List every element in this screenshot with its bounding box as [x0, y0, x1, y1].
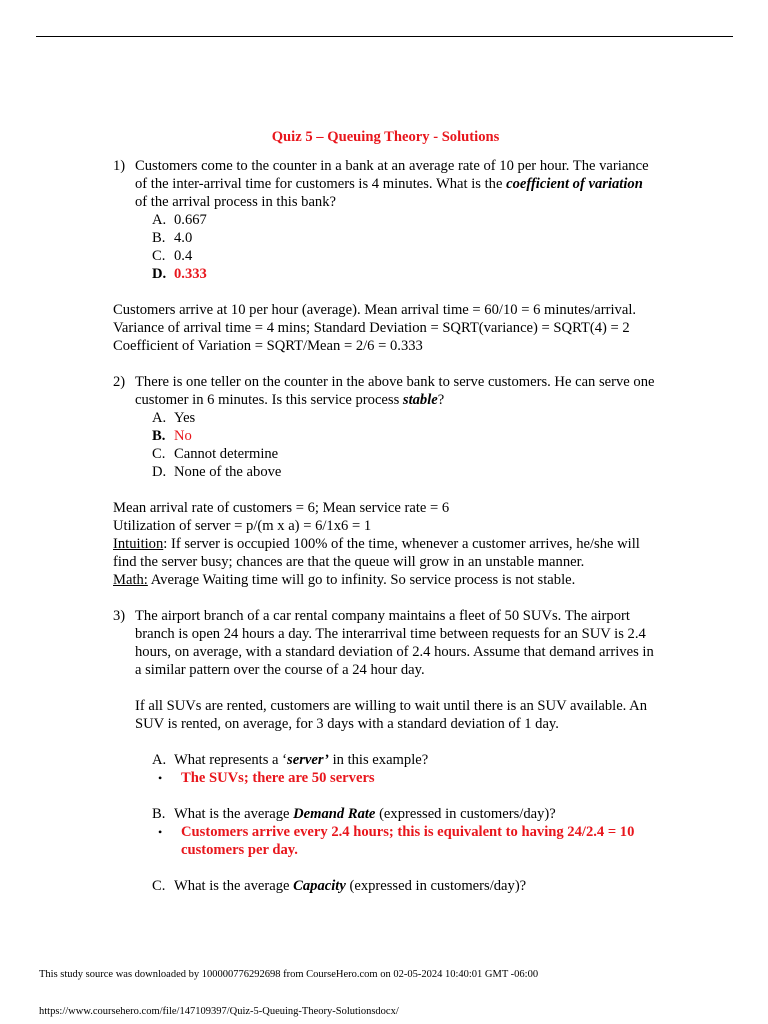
sub-question-letter: A.: [152, 752, 167, 768]
option-d-correct: [152, 265, 658, 283]
answer-a: [158, 769, 658, 787]
sub-question-text: What represents a ‘: [174, 752, 288, 768]
option-letter: B.: [152, 428, 166, 444]
math-text: Average Waiting time will go to infinity. So service process is not stable.: [147, 572, 576, 588]
sub-question-letter: C.: [152, 878, 166, 894]
bullet-icon: •: [158, 771, 163, 785]
question-text-part: of the arrival process in this bank?: [135, 194, 337, 210]
answer-text: Customers arrive every 2.4 hours; this is equivalent to having 24/2.4 = 10 customers per day.: [181, 824, 635, 858]
option-letter: A.: [152, 212, 167, 228]
intuition-text: : If server is occupied 100% of the time, whenever a customer arrives, he/she will find the server busy; chances are that the queue will grow in an unstable manner.: [113, 536, 640, 570]
explanation-line: Variance of arrival time = 4 mins; Standard Deviation = SQRT(variance) = SQRT(4) = 2: [113, 320, 630, 336]
sub-question-letter: B.: [152, 806, 166, 822]
option-text: No: [174, 428, 192, 444]
sub-question-b: [152, 805, 658, 823]
sub-question-emphasis: server’: [287, 752, 329, 768]
options-list: [152, 409, 658, 481]
option-a: [152, 409, 658, 427]
answer-b: [158, 823, 658, 859]
option-letter: D.: [152, 464, 167, 480]
header-rule: [36, 36, 733, 37]
bullet-icon: •: [158, 825, 163, 839]
question-text: [135, 373, 658, 409]
question-3: [113, 607, 658, 733]
sub-question-text: What is the average: [174, 806, 294, 822]
sub-question-text: in this example?: [328, 752, 429, 768]
explanation-line: Mean arrival rate of customers = 6; Mean service rate = 6: [113, 500, 450, 516]
option-letter: B.: [152, 230, 166, 246]
sub-question-emphasis: Capacity: [293, 878, 346, 894]
option-letter: D.: [152, 266, 167, 282]
question-paragraph: If all SUVs are rented, customers are willing to wait until there is an SUV available. An SUV is rented, on average, for 3 days with a standard deviation of 1 day.: [135, 698, 648, 732]
option-letter: A.: [152, 410, 167, 426]
sub-question-text: (expressed in customers/day)?: [345, 878, 527, 894]
question-text-part: ?: [437, 392, 445, 408]
question-text: [135, 607, 658, 733]
option-text: Cannot determine: [174, 446, 279, 462]
option-text: 0.4: [174, 248, 193, 264]
answer-text: The SUVs; there are 50 servers: [181, 770, 375, 786]
option-text: 4.0: [174, 230, 193, 246]
option-b: [152, 229, 658, 247]
question-number: 1): [113, 158, 126, 174]
question-number: 2): [113, 374, 126, 390]
option-text: 0.333: [174, 266, 207, 282]
question-number: 3): [113, 608, 126, 624]
question-text: [135, 157, 658, 211]
question-text-part: There is one teller on the counter in the above bank to serve customers. He can serve one customer in 6 minutes. Is this service process: [135, 374, 655, 408]
option-letter: C.: [152, 446, 166, 462]
option-c: [152, 445, 658, 463]
option-c: [152, 247, 658, 265]
options-list: [152, 211, 658, 283]
explanation-line: Utilization of server = p/(m x a) = 6/1x6 = 1: [113, 518, 372, 534]
document-body: [113, 128, 658, 895]
page-title: Quiz 5 – Queuing Theory - Solutions: [271, 129, 500, 145]
sub-question-text: What is the average: [174, 878, 294, 894]
question-emphasis: stable: [402, 392, 438, 408]
option-text: None of the above: [174, 464, 282, 480]
math-label: Math:: [113, 572, 148, 588]
sub-question-emphasis: Demand Rate: [293, 806, 376, 822]
source-url[interactable]: https://www.coursehero.com/file/147109397/Quiz-5-Queuing-Theory-Solutionsdocx/: [39, 1006, 399, 1017]
option-letter: C.: [152, 248, 166, 264]
option-text: Yes: [174, 410, 196, 426]
option-text: 0.667: [174, 212, 207, 228]
explanation-2: [113, 499, 658, 589]
question-emphasis: coefficient of variation: [506, 176, 643, 192]
explanation-line: Customers arrive at 10 per hour (average). Mean arrival time = 60/10 = 6 minutes/arrival.: [113, 302, 637, 318]
option-a: [152, 211, 658, 229]
question-paragraph: The airport branch of a car rental company maintains a fleet of 50 SUVs. The airport branch is open 24 hours a day. The interarrival time between requests for an SUV is 2.4 hours, on average, with a standard deviation of 2.4 hours. Assume that demand arrives in a similar pattern over the course of a 24 hour day.: [135, 608, 654, 678]
download-notice: This study source was downloaded by 100000776292698 from CourseHero.com on 02-05-2024 10:40:01 GMT -06:00: [39, 969, 539, 980]
question-1: [113, 157, 658, 211]
option-b-correct: [152, 427, 658, 445]
explanation-1: [113, 301, 658, 355]
intuition-label: Intuition: [113, 536, 164, 552]
question-text-part: Customers come to the counter in a bank at an average rate of 10 per hour. The variance of the inter-arrival time for customers is 4 minutes. What is the: [135, 158, 649, 192]
question-2: [113, 373, 658, 409]
intuition-paragraph: [113, 535, 658, 571]
sub-question-c: [152, 877, 658, 895]
explanation-line: Coefficient of Variation = SQRT/Mean = 2/6 = 0.333: [113, 338, 423, 354]
sub-question-text: (expressed in customers/day)?: [375, 806, 556, 822]
math-paragraph: [113, 571, 658, 589]
sub-question-a: [152, 751, 658, 769]
option-d: [152, 463, 658, 481]
